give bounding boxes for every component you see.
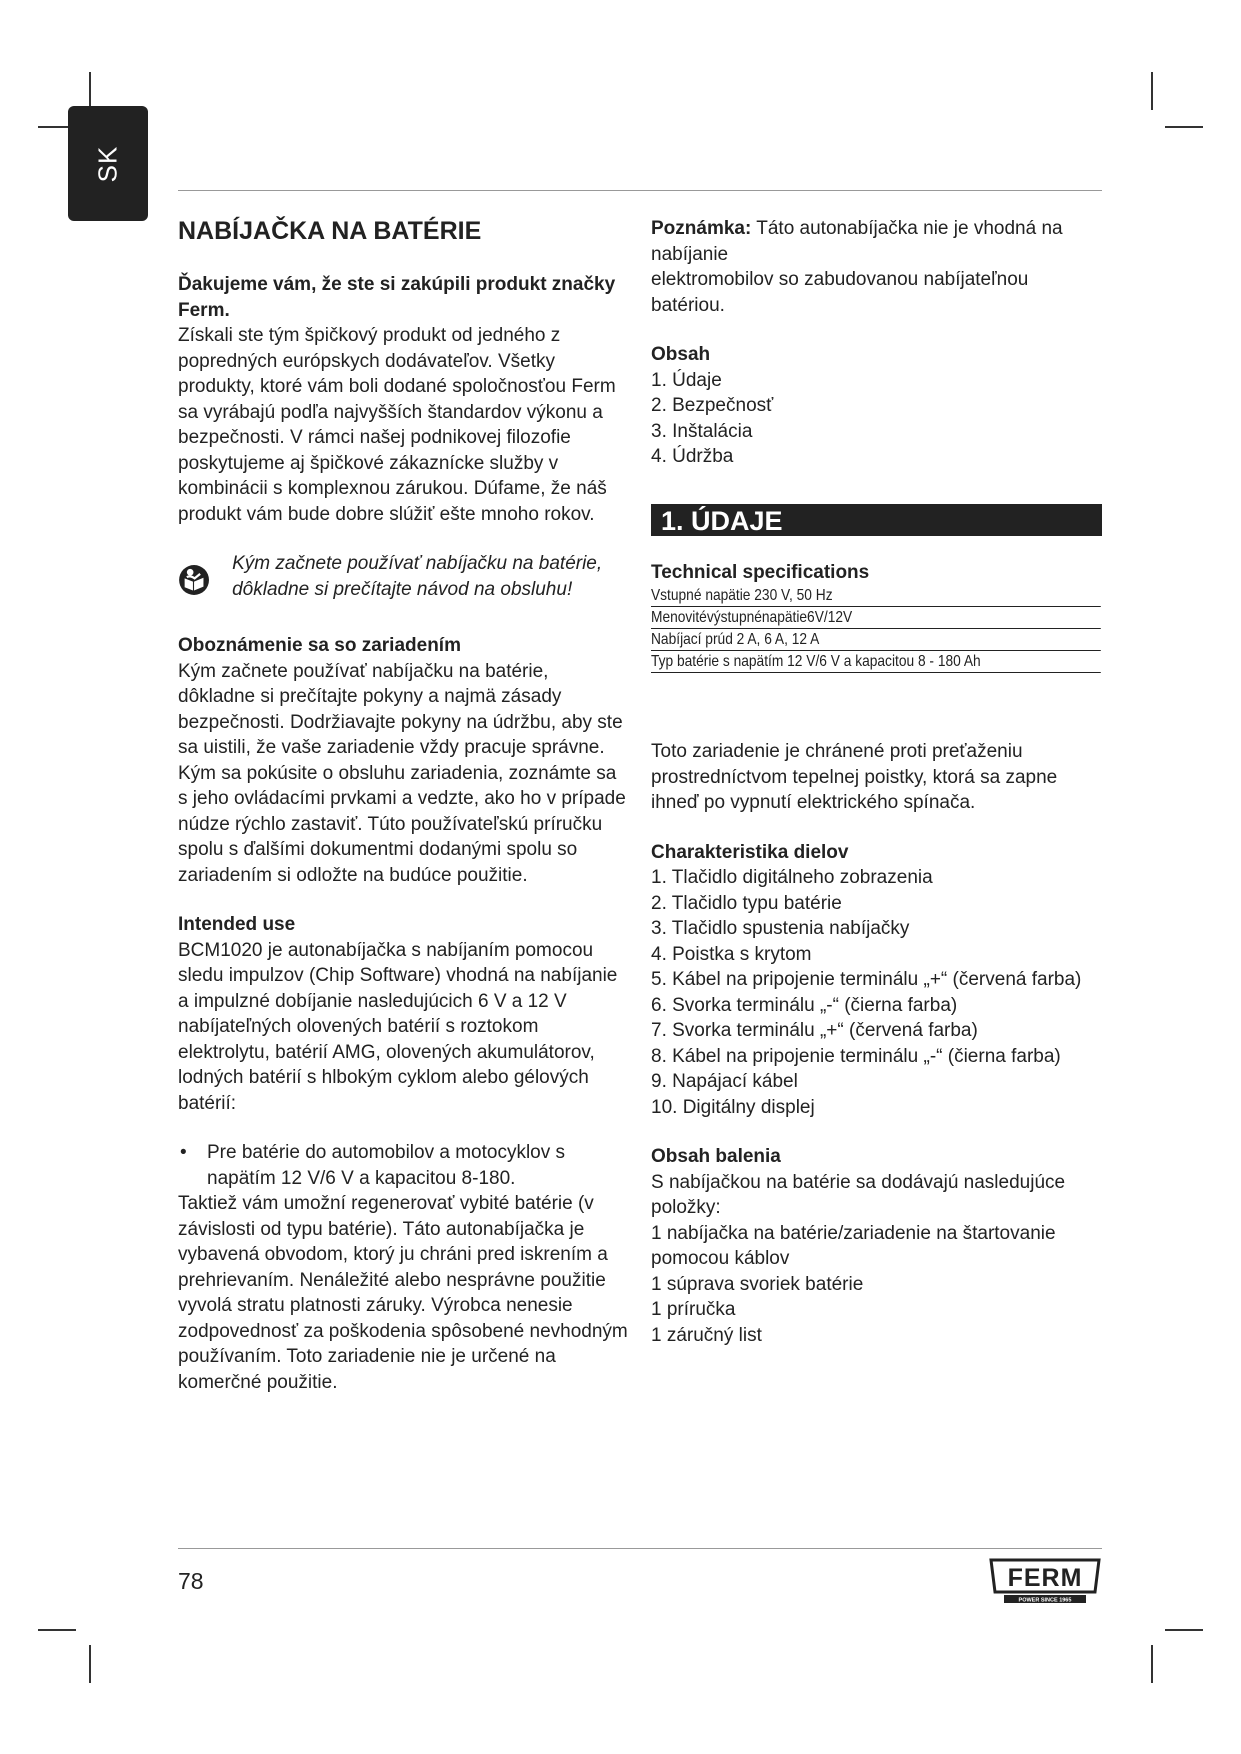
language-tab-label: SK bbox=[92, 145, 123, 182]
crop-mark-bottom-left-h bbox=[38, 1629, 76, 1631]
parts-item: 3. Tlačidlo spustenia nabíjačky bbox=[651, 918, 910, 939]
contents-heading: Obsah bbox=[651, 344, 711, 365]
crop-mark-top-right-h bbox=[1165, 126, 1203, 128]
parts-heading: Charakteristika dielov bbox=[651, 841, 849, 863]
protection-text: Toto zariadenie je chránené proti preťaženiu prostredníctvom tepelnej poistky, ktorá sa zapne ihneď po vypnutí elektrického spínača. bbox=[651, 741, 1058, 813]
package-item: 1 príručka bbox=[651, 1299, 736, 1320]
contents-item: 1. Údaje bbox=[651, 369, 722, 391]
bullet-item bbox=[178, 1140, 628, 1191]
language-tab bbox=[68, 106, 148, 221]
parts-item: 2. Tlačidlo typu batérie bbox=[651, 892, 842, 914]
package-item: 1 súprava svoriek batérie bbox=[651, 1273, 864, 1295]
parts-item: 9. Napájací kábel bbox=[651, 1071, 798, 1092]
contents-item: 2. Bezpečnosť bbox=[651, 395, 774, 416]
footer-rule bbox=[178, 1548, 1102, 1549]
left-column bbox=[178, 216, 628, 1395]
spec-row: Nabíjací prúd 2 A, 6 A, 12 A bbox=[651, 629, 1101, 651]
package-item: 1 záručný list bbox=[651, 1324, 762, 1346]
read-manual-icon bbox=[178, 551, 210, 609]
package-heading: Obsah balenia bbox=[651, 1146, 781, 1167]
spec-heading: Technical specifications bbox=[651, 561, 870, 583]
parts-item: 1. Tlačidlo digitálneho zobrazenia bbox=[651, 867, 933, 888]
logo-brand: FERM bbox=[1007, 1564, 1083, 1592]
spec-row: Typ batérie s napätím 12 V/6 V a kapacitou 8 - 180 Ah bbox=[651, 651, 1101, 673]
intended-use-text: BCM1020 je autonabíjačka s nabíjaním pomocou sledu impulzov (Chip Software) vhodná na nabíjanie a impulzné dobíjanie nasledujúcich 6 V a 12 V nabíjateľných olovených batérií s roztokom elektrolytu, batérií AMG, olovených akumulátorov, lodných batérií s hlbokým cyklom alebo gélových batérií: bbox=[178, 939, 618, 1114]
intro-text: Kým začnete používať nabíjačku na batérie, dôkladne si prečítajte pokyny a najmä zásady bezpečnosti. Dodržiavajte pokyny na údržbu, aby ste sa uistili, že vaše zariadenie vždy pracuje správne. Kým sa pokúsite o obsluhu zariadenia, zoznámte sa s jeho ovládacími prvkami a vedzte, ako ho v prípade núdze rýchlo zastaviť. Túto používateľskú príručku spolu s ďalšími dokumentmi dodanými spolu so zariadením si odložte na budúce použitie. bbox=[178, 660, 626, 886]
intended-use-heading: Intended use bbox=[178, 914, 296, 935]
thanks-text: Získali ste tým špičkový produkt od jedného z popredných európskych dodávateľov. Všetky produkty, ktoré vám boli dodané spoločnosťou Ferm sa vyrábajú podľa najvyšších štandardov výkonu a bezpečnosti. V rámci našej podnikovej filozofie poskytujeme aj špičkové zákaznícke služby v kombinácii s komplexnou zárukou. Dúfame, že náš produkt vám bude dobre slúžiť ešte mnoho rokov. bbox=[178, 325, 616, 525]
right-column bbox=[651, 216, 1102, 1348]
page-title: NABÍJAČKA NA BATÉRIE bbox=[178, 217, 482, 245]
ferm-logo bbox=[988, 1558, 1102, 1604]
contents-item: 4. Údržba bbox=[651, 446, 734, 467]
spec-row: Menovitévýstupnénapätie6V/12V bbox=[651, 607, 1101, 629]
parts-item: 5. Kábel na pripojenie terminálu „+“ (červená farba) bbox=[651, 969, 1082, 990]
package-item: 1 nabíjačka na batérie/zariadenie na štartovanie pomocou káblov bbox=[651, 1222, 1056, 1269]
read-manual-note bbox=[178, 551, 628, 609]
parts-item: 4. Poistka s krytom bbox=[651, 943, 812, 965]
parts-item: 10. Digitálny displej bbox=[651, 1096, 815, 1118]
crop-mark-bottom-right-v bbox=[1151, 1645, 1153, 1683]
vehicle-note bbox=[651, 216, 1102, 267]
thanks-heading: Ďakujeme vám, že ste si zakúpili produkt značky Ferm. bbox=[178, 274, 616, 321]
spec-table bbox=[651, 585, 1102, 673]
parts-item: 6. Svorka terminálu „-“ (čierna farba) bbox=[651, 994, 958, 1016]
bullet-symbol: • bbox=[180, 1142, 187, 1163]
parts-item: 8. Kábel na pripojenie terminálu „-“ (čierna farba) bbox=[651, 1045, 1061, 1067]
note-line-2: elektromobilov so zabudovanou nabíjateľnou batériou. bbox=[651, 269, 1029, 316]
note-line-1: Táto autonabíjačka nie je vhodná na nabíjanie bbox=[651, 218, 1063, 265]
note-label: Poznámka: bbox=[651, 218, 752, 239]
crop-mark-bottom-left-v bbox=[89, 1645, 91, 1683]
section-heading-udaje: 1. ÚDAJE bbox=[651, 504, 1102, 536]
spec-row: Vstupné napätie 230 V, 50 Hz bbox=[651, 585, 1101, 607]
package-intro: S nabíjačkou na batérie sa dodávajú nasledujúce položky: bbox=[651, 1171, 1066, 1218]
closing-text: Taktiež vám umožní regenerovať vybité batérie (v závislosti od typu batérie). Táto autonabíjačka je vybavená obvodom, ktorý ju chráni pred iskrením a prehrievaním. Nenáležité alebo nesprávne použitie vyvolá stratu platnosti záruky. Výrobca nenesie zodpovednosť za poškodenia spôsobené nevhodným používaním. Toto zariadenie nie je určené na komerčné použitie. bbox=[178, 1193, 628, 1393]
bullet-text: Pre batérie do automobilov a motocyklov s napätím 12 V/6 V a kapacitou 8-180. bbox=[207, 1142, 566, 1189]
header-rule bbox=[178, 190, 1102, 191]
parts-item: 7. Svorka terminálu „+“ (červená farba) bbox=[651, 1020, 978, 1041]
crop-mark-bottom-right-h bbox=[1165, 1629, 1203, 1631]
page-number: 78 bbox=[178, 1568, 204, 1594]
intro-heading: Oboznámenie sa so zariadením bbox=[178, 635, 461, 656]
crop-mark-top-right-v bbox=[1151, 72, 1153, 110]
logo-tagline: POWER SINCE 1965 bbox=[1018, 1597, 1072, 1604]
crop-mark-top-left-v bbox=[89, 72, 91, 110]
read-manual-text: Kým začnete používať nabíjačku na batérie, dôkladne si prečítajte návod na obsluhu! bbox=[232, 553, 603, 600]
contents-item: 3. Inštalácia bbox=[651, 420, 753, 442]
